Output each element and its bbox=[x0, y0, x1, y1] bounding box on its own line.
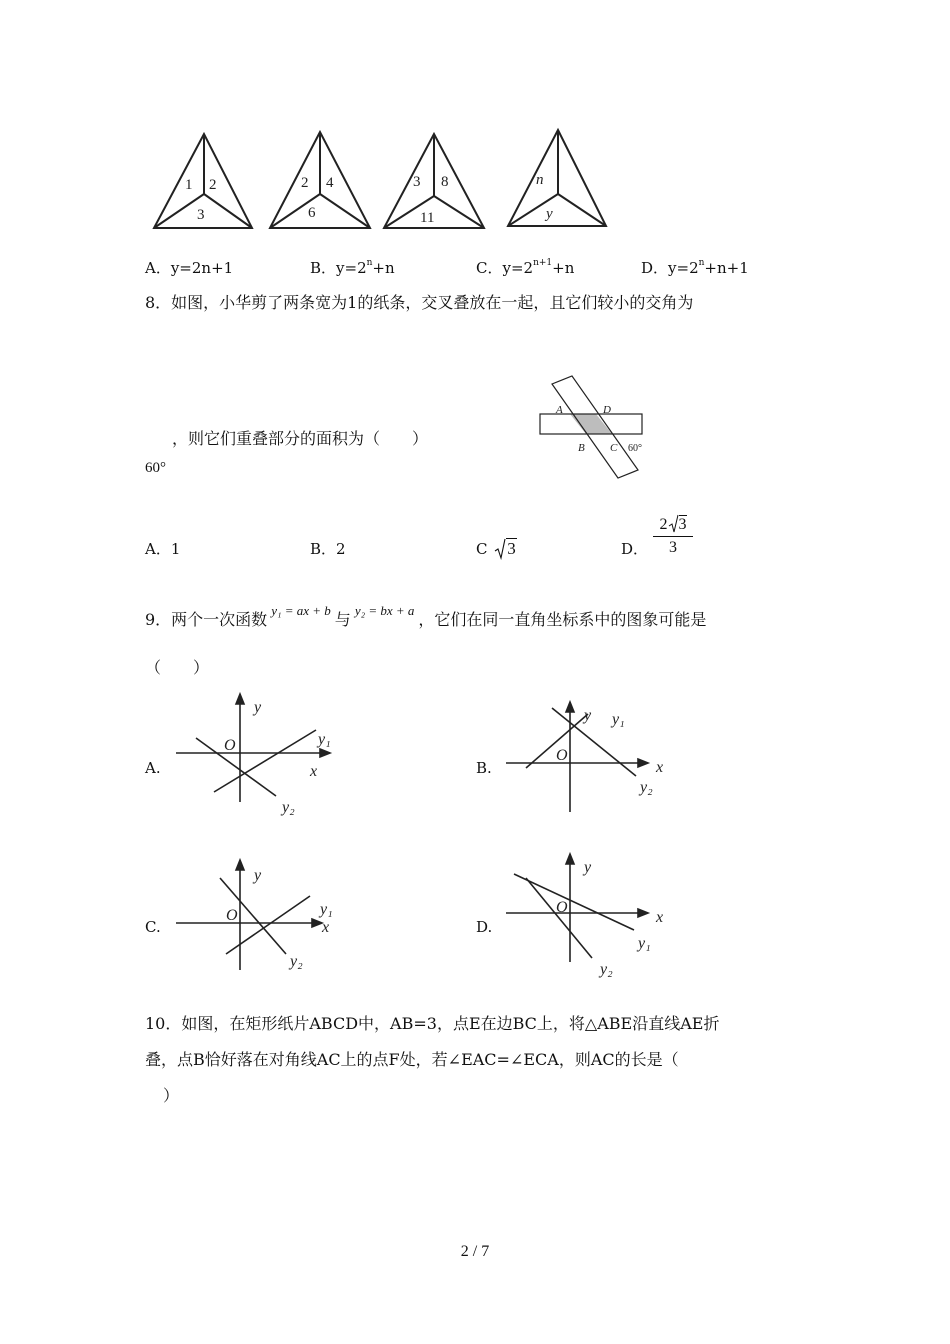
q9d-y-label: y bbox=[584, 859, 592, 876]
q9-stem bbox=[145, 603, 707, 632]
q8-d-fraction bbox=[653, 514, 693, 559]
q8-option-b[interactable]: B．2 bbox=[310, 540, 346, 558]
q7-c-base: C．y=2 bbox=[476, 259, 534, 277]
q9b-x-label: x bbox=[656, 759, 664, 776]
tri2-bottom: 6 bbox=[308, 205, 316, 221]
q8-c-radicand: 3 bbox=[507, 539, 516, 558]
q7-option-a[interactable]: A．y=2n+1 bbox=[145, 259, 234, 277]
tri1-right: 2 bbox=[209, 177, 217, 193]
tri3-bottom: 11 bbox=[420, 210, 435, 226]
tri3-left: 3 bbox=[413, 174, 421, 190]
q9-option-d[interactable]: D. bbox=[476, 918, 493, 936]
q8-d-radicand: 3 bbox=[678, 516, 687, 533]
q9d-o-label: O bbox=[556, 899, 568, 916]
q7-b-exp: n bbox=[366, 258, 373, 268]
q7-b-base: B．y=2 bbox=[310, 259, 367, 277]
q9b-y2-label: y₂ bbox=[640, 779, 653, 796]
q7-b-tail: +n bbox=[372, 259, 395, 277]
q9-graph-b bbox=[500, 690, 680, 820]
tri1-left: 1 bbox=[185, 177, 193, 193]
q9c-x-label: x bbox=[322, 919, 330, 936]
q9b-y-label: y bbox=[584, 707, 592, 724]
q7-option-b[interactable] bbox=[310, 257, 395, 279]
q9-graph-a bbox=[170, 690, 350, 820]
q8-label-b: B bbox=[578, 442, 585, 454]
q7-d-base: D．y=2 bbox=[641, 259, 699, 277]
q9a-y2-label: y₂ bbox=[282, 799, 295, 816]
tri2-left: 2 bbox=[301, 175, 309, 191]
q7-d-tail: +n+1 bbox=[704, 259, 749, 277]
q9b-y1-label: y₁ bbox=[612, 711, 625, 728]
q9-formula-1: y₁ = ax + b bbox=[271, 603, 331, 618]
q9d-x-label: x bbox=[656, 909, 664, 926]
q9b-o-label: O bbox=[556, 747, 568, 764]
q9-option-b[interactable]: B. bbox=[476, 759, 492, 777]
q7-c-exp: n+1 bbox=[533, 258, 553, 268]
q8-stem-continued: ，则它们重叠部分的面积为（ ） bbox=[172, 429, 429, 448]
q9-connector: 与 bbox=[334, 610, 351, 629]
tri4-left: n bbox=[536, 172, 544, 188]
q9c-o-label: O bbox=[226, 907, 238, 924]
q8-d-numerator bbox=[653, 514, 693, 536]
q9-paren: （ ） bbox=[145, 658, 210, 677]
q8-c-sqrt-sign bbox=[494, 538, 506, 560]
q8-option-d[interactable]: D． bbox=[621, 540, 649, 558]
q7-option-d[interactable] bbox=[641, 257, 749, 279]
q9-stem-prefix: 9．两个一次函数 bbox=[145, 610, 268, 629]
q7-option-c[interactable] bbox=[476, 257, 574, 279]
q10-line-1: 10．如图，在矩形纸片ABCD中，AB=3，点E在边BC上，将△ABE沿直线AE折 bbox=[145, 1014, 720, 1033]
q9-graph-d bbox=[500, 850, 680, 980]
q9-graph-c bbox=[170, 850, 350, 980]
q8-c-label: C bbox=[476, 540, 488, 558]
q9-formula-2: y₂ = bx + a bbox=[354, 603, 415, 618]
tri2-right: 4 bbox=[326, 175, 334, 191]
q9c-y1-label: y₁ bbox=[320, 901, 333, 918]
q9a-y1-label: y₁ bbox=[318, 731, 331, 748]
q8-option-a[interactable]: A．1 bbox=[145, 540, 181, 558]
q9c-y-label: y bbox=[254, 867, 262, 884]
q9a-x-label: x bbox=[310, 763, 318, 780]
q9-option-c[interactable]: C. bbox=[145, 918, 161, 936]
tri1-bottom: 3 bbox=[197, 207, 205, 223]
q9c-y2-label: y₂ bbox=[290, 953, 303, 970]
q8-stem: 8．如图，小华剪了两条宽为1的纸条，交叉叠放在一起，且它们较小的交角为 bbox=[145, 293, 694, 312]
q8-label-c: C bbox=[610, 442, 618, 454]
q8-paper-strips-figure bbox=[532, 372, 662, 484]
q9-option-a[interactable]: A. bbox=[145, 759, 161, 777]
q8-label-angle: 60° bbox=[628, 443, 642, 454]
q8-label-d: D bbox=[603, 404, 611, 416]
q9d-y1-label: y₁ bbox=[638, 935, 651, 952]
tri3-right: 8 bbox=[441, 174, 449, 190]
q8-angle-value: 60° bbox=[145, 460, 166, 476]
q8-d-denominator: 3 bbox=[653, 536, 693, 559]
q8-d-sqrt-sign bbox=[668, 514, 679, 534]
q8-option-c[interactable] bbox=[476, 538, 517, 560]
q7-d-exp: n bbox=[698, 258, 705, 268]
q9a-y-label: y bbox=[254, 699, 262, 716]
q8-d-coef: 2 bbox=[659, 516, 668, 533]
tri4-bottom: y bbox=[546, 206, 553, 222]
q9d-y2-label: y₂ bbox=[600, 961, 613, 978]
q9-stem-suffix: ，它们在同一直角坐标系中的图象可能是 bbox=[418, 610, 707, 629]
q10-line-3: ） bbox=[163, 1086, 180, 1105]
page-number: 2 / 7 bbox=[460, 1243, 490, 1260]
q10-line-2: 叠，点B恰好落在对角线AC上的点F处，若∠EAC=∠ECA，则AC的长是（ bbox=[145, 1050, 679, 1069]
q8-label-a: A bbox=[556, 404, 563, 416]
q7-triangle-figures bbox=[148, 124, 618, 236]
q7-c-tail: +n bbox=[552, 259, 575, 277]
q9a-o-label: O bbox=[224, 737, 236, 754]
